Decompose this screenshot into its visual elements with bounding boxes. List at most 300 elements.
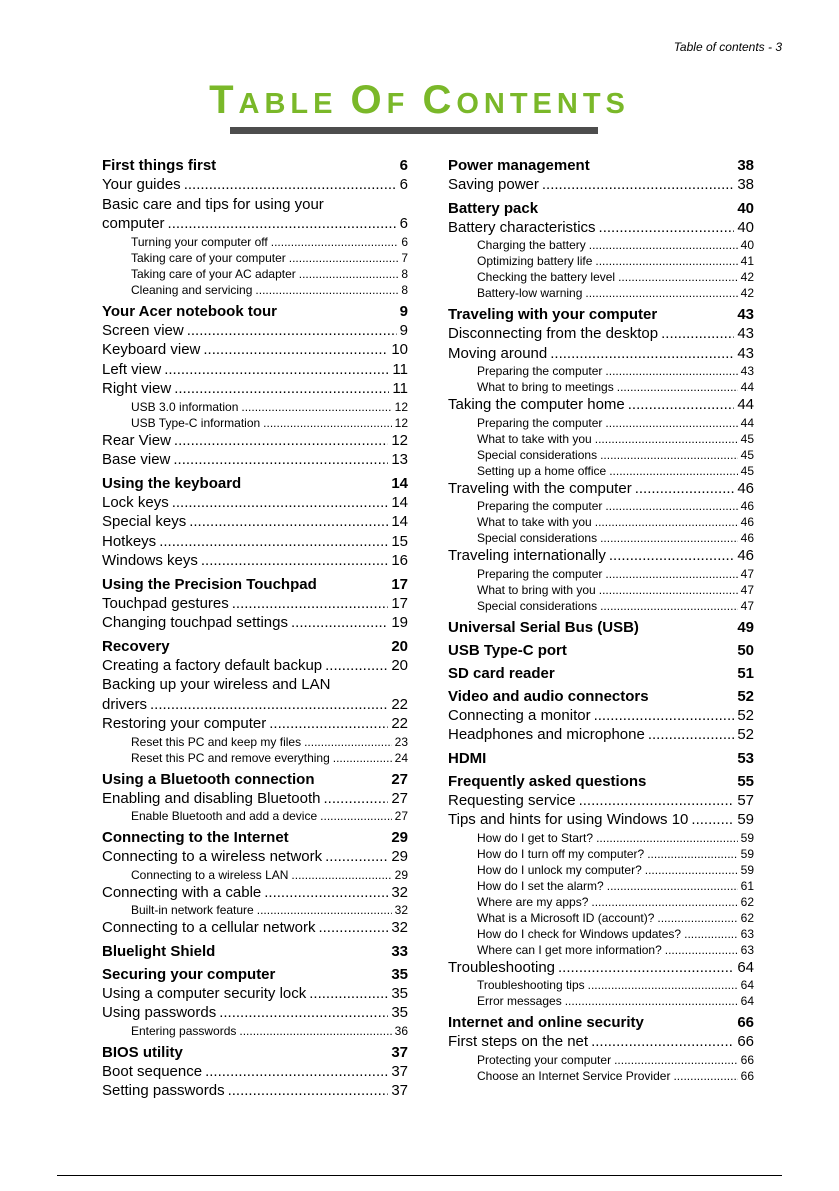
toc-leader-dots	[304, 734, 392, 750]
title-letter: O	[350, 78, 387, 122]
title-underline	[230, 127, 598, 134]
toc-subsection[interactable]	[102, 234, 408, 250]
toc-section[interactable]	[448, 810, 754, 830]
toc-leader-dots	[271, 234, 399, 250]
toc-leader-dots	[159, 532, 388, 552]
toc-leader-dots	[579, 791, 735, 811]
toc-page-number: 32	[391, 919, 408, 936]
toc-section[interactable]	[102, 431, 408, 451]
toc-leader-dots	[324, 789, 389, 809]
toc-section[interactable]	[102, 379, 408, 399]
toc-page-number: 17	[391, 575, 408, 593]
toc-leader-dots	[673, 1068, 737, 1084]
toc-page-number: 46	[737, 479, 754, 497]
toc-entry-title: Preparing the computer	[477, 415, 603, 430]
toc-subsection[interactable]	[448, 977, 754, 993]
toc-leader-dots	[291, 613, 388, 633]
toc-entry-title: Using a computer security lock	[102, 984, 307, 1002]
toc-subsection[interactable]	[448, 269, 754, 285]
toc-chapter[interactable]	[102, 942, 408, 961]
toc-leader-dots	[228, 1081, 389, 1101]
toc-subsection[interactable]	[448, 926, 754, 942]
toc-page-number: 12	[394, 399, 408, 414]
toc-leader-dots	[184, 175, 397, 195]
toc-entry-title: Protecting your computer	[477, 1052, 612, 1067]
toc-entry-title: Taking the computer home	[448, 396, 625, 413]
toc-section[interactable]	[102, 321, 408, 341]
toc-page-number: 16	[391, 552, 408, 569]
toc-subsection[interactable]	[448, 447, 754, 463]
toc-page-number: 36	[394, 1023, 408, 1038]
toc-subsection[interactable]	[448, 285, 754, 301]
toc-page-number: 22	[391, 715, 408, 732]
toc-entry-title: Base view	[102, 451, 171, 468]
toc-leader-dots	[600, 530, 738, 546]
toc-chapter[interactable]	[102, 156, 408, 175]
toc-entry-title: Turning your computer off	[131, 234, 268, 249]
toc-page-number: 35	[391, 984, 408, 1002]
toc-subsection[interactable]	[102, 1023, 408, 1039]
toc-page-number: 64	[737, 958, 754, 976]
toc-entry-title: Headphones and microphone	[448, 726, 645, 743]
toc-entry-title: Power management	[448, 157, 590, 174]
toc-page-number: 27	[394, 809, 408, 823]
toc-page-number: 29	[391, 848, 408, 865]
toc-chapter[interactable]	[102, 1043, 408, 1062]
toc-chapter[interactable]	[448, 199, 754, 218]
toc-section[interactable]	[448, 725, 754, 745]
toc-entry-title: Right view	[102, 380, 172, 397]
toc-subsection[interactable]	[102, 867, 408, 883]
toc-leader-dots	[657, 910, 737, 926]
toc-chapter[interactable]	[102, 637, 408, 656]
toc-entry-title: How do I turn off my computer?	[477, 846, 645, 861]
toc-page-number: 20	[391, 656, 408, 674]
toc-leader-dots	[596, 830, 738, 846]
toc-subsection[interactable]	[102, 282, 408, 298]
toc-subsection[interactable]	[448, 582, 754, 598]
toc-leader-dots	[618, 269, 738, 285]
toc-page-number: 43	[737, 325, 754, 342]
toc-leader-dots	[325, 847, 388, 867]
toc-leader-dots	[205, 1062, 388, 1082]
toc-leader-dots	[647, 846, 737, 862]
toc-entry-title: Bluelight Shield	[102, 942, 216, 960]
toc-section[interactable]	[102, 847, 408, 867]
toc-entry-title: Tips and hints for using Windows 10	[448, 811, 689, 828]
toc-page-number: 43	[740, 364, 754, 378]
toc-entry-title: Internet and online security	[448, 1014, 644, 1031]
toc-leader-dots	[665, 942, 738, 958]
toc-leader-dots	[628, 395, 735, 415]
toc-entry-title: Connecting with a cable	[102, 883, 262, 901]
toc-page-number: 6	[399, 215, 408, 232]
toc-entry-title: First things first	[102, 157, 217, 174]
toc-chapter[interactable]	[448, 749, 754, 768]
toc-section[interactable]	[102, 695, 408, 715]
toc-leader-dots	[589, 237, 738, 253]
toc-entry-title: Entering passwords	[131, 1023, 237, 1038]
toc-section[interactable]	[448, 1032, 754, 1052]
toc-subsection[interactable]	[448, 463, 754, 479]
toc-section[interactable]	[102, 551, 408, 571]
toc-page-number: 19	[391, 614, 408, 631]
toc-section[interactable]	[102, 675, 408, 695]
toc-subsection[interactable]	[448, 514, 754, 530]
toc-entry-title: Enable Bluetooth and add a device	[131, 809, 318, 823]
toc-section[interactable]	[102, 984, 408, 1004]
toc-subsection[interactable]	[448, 1068, 754, 1084]
toc-leader-dots	[257, 902, 392, 918]
toc-page-number: 45	[740, 431, 754, 446]
toc-chapter[interactable]	[448, 772, 754, 791]
toc-leader-dots	[558, 958, 734, 978]
toc-subsection[interactable]	[448, 598, 754, 614]
toc-chapter[interactable]	[102, 302, 408, 321]
toc-leader-dots	[172, 493, 389, 513]
toc-page-number: 61	[740, 878, 754, 893]
toc-entry-title: Special considerations	[477, 531, 598, 545]
toc-page-number: 64	[740, 978, 754, 992]
toc-entry-title: Optimizing battery life	[477, 254, 593, 268]
toc-section[interactable]	[102, 714, 408, 734]
toc-leader-dots	[232, 594, 389, 614]
toc-page-number: 11	[392, 380, 408, 397]
toc-leader-dots	[299, 266, 399, 282]
toc-subsection[interactable]	[102, 734, 408, 750]
toc-subsection[interactable]	[448, 415, 754, 431]
toc-subsection[interactable]	[448, 942, 754, 958]
toc-entry-title: Battery-low warning	[477, 286, 583, 300]
toc-entry-title: Your guides	[102, 176, 181, 193]
toc-leader-dots	[684, 926, 738, 942]
toc-section[interactable]	[102, 195, 408, 215]
toc-section[interactable]	[448, 395, 754, 415]
toc-chapter[interactable]	[102, 770, 408, 789]
toc-entry-title: Securing your computer	[102, 965, 276, 983]
toc-section[interactable]	[102, 789, 408, 809]
toc-page-number: 14	[391, 493, 408, 511]
toc-chapter[interactable]	[102, 965, 408, 984]
toc-section[interactable]	[102, 340, 408, 360]
toc-leader-dots	[219, 1003, 388, 1023]
toc-entry-title: Choose an Internet Service Provider	[477, 1068, 671, 1083]
toc-entry-title: Battery characteristics	[448, 218, 596, 236]
toc-leader-dots	[635, 479, 735, 499]
toc-page-number: 12	[394, 415, 408, 430]
toc-page-number: 17	[391, 594, 408, 612]
toc-entry-title: Reset this PC and remove everything	[131, 750, 330, 765]
toc-page-number: 35	[391, 965, 408, 983]
toc-page-number: 62	[740, 894, 754, 909]
toc-page-number: 66	[740, 1052, 754, 1067]
toc-entry-title: Creating a factory default backup	[102, 656, 323, 674]
toc-entry-title: drivers	[102, 695, 148, 713]
toc-chapter[interactable]	[102, 474, 408, 493]
toc-entry-title: Traveling internationally	[448, 547, 606, 564]
toc-page-number: 37	[391, 1062, 408, 1080]
toc-subsection[interactable]	[448, 431, 754, 447]
toc-page-number: 15	[391, 532, 408, 550]
toc-entry-title: Traveling with your computer	[448, 306, 658, 323]
toc-leader-dots	[168, 214, 397, 234]
toc-page-number: 53	[737, 749, 754, 767]
footer-rule	[57, 1175, 782, 1176]
toc-page-number: 27	[391, 770, 408, 788]
toc-entry-title: Preparing the computer	[477, 499, 603, 513]
toc-page-number: 57	[737, 791, 754, 809]
toc-subsection[interactable]	[448, 253, 754, 269]
toc-leader-dots	[599, 218, 735, 238]
toc-leader-dots	[325, 656, 388, 676]
toc-entry-title: First steps on the net	[448, 1033, 589, 1050]
toc-leader-dots	[617, 379, 738, 395]
toc-page-number: 6	[401, 234, 408, 249]
toc-page-number: 42	[740, 286, 754, 300]
toc-entry-title: Keyboard view	[102, 341, 201, 358]
toc-section[interactable]	[102, 1003, 408, 1023]
toc-section[interactable]	[102, 512, 408, 532]
toc-chapter[interactable]	[448, 618, 754, 637]
toc-subsection[interactable]	[102, 266, 408, 282]
toc-subsection[interactable]	[448, 862, 754, 878]
toc-leader-dots	[595, 514, 738, 530]
toc-entry-title: SD card reader	[448, 664, 555, 682]
toc-subsection[interactable]	[448, 878, 754, 894]
toc-chapter[interactable]	[102, 575, 408, 594]
toc-entry-title: Cleaning and servicing	[131, 282, 253, 297]
toc-entry-title: Where are my apps?	[477, 894, 589, 909]
toc-entry-title: Changing touchpad settings	[102, 614, 288, 631]
toc-page-number: 43	[737, 344, 754, 362]
toc-page-number: 11	[392, 360, 408, 378]
toc-subsection[interactable]	[448, 530, 754, 546]
toc-subsection[interactable]	[448, 1052, 754, 1068]
toc-subsection[interactable]	[448, 993, 754, 1009]
toc-entry-title: computer	[102, 215, 165, 232]
toc-leader-dots	[605, 498, 737, 514]
toc-chapter[interactable]	[448, 156, 754, 175]
toc-leader-dots	[187, 321, 397, 341]
toc-subsection[interactable]	[102, 250, 408, 266]
toc-subsection[interactable]	[448, 379, 754, 395]
toc-page-number: 27	[391, 789, 408, 807]
toc-entry-title: Preparing the computer	[477, 364, 603, 378]
toc-section[interactable]	[448, 791, 754, 811]
toc-page-number: 8	[401, 266, 408, 281]
toc-subsection[interactable]	[448, 566, 754, 582]
toc-entry-title: Requesting service	[448, 791, 576, 809]
toc-subsection[interactable]	[448, 846, 754, 862]
toc-section[interactable]	[102, 613, 408, 633]
toc-entry-title: Connecting a monitor	[448, 706, 591, 724]
title-letter: T	[209, 78, 239, 122]
toc-chapter[interactable]	[448, 305, 754, 324]
toc-entry-title: How do I check for Windows updates?	[477, 926, 682, 941]
toc-entry-title: What to take with you	[477, 431, 592, 446]
toc-page-number: 64	[740, 994, 754, 1008]
toc-leader-dots	[600, 598, 738, 614]
toc-page-number: 23	[394, 734, 408, 749]
toc-entry-title: Left view	[102, 360, 162, 378]
page-title	[0, 78, 839, 123]
toc-entry-title: Restoring your computer	[102, 715, 267, 732]
toc-chapter[interactable]	[448, 687, 754, 706]
toc-page-number: 59	[737, 811, 754, 828]
toc-page-number: 40	[740, 238, 754, 252]
toc-subsection[interactable]	[448, 830, 754, 846]
toc-entry-title: Special considerations	[477, 598, 598, 613]
toc-entry-title: Troubleshooting	[448, 958, 556, 976]
toc-entry-title: Using a Bluetooth connection	[102, 770, 315, 788]
toc-leader-dots	[591, 1032, 734, 1052]
toc-page-number: 63	[740, 942, 754, 957]
toc-section[interactable]	[102, 214, 408, 234]
toc-section[interactable]	[102, 1062, 408, 1082]
toc-leader-dots	[594, 706, 735, 726]
toc-page-number: 52	[737, 706, 754, 724]
toc-leader-dots	[309, 984, 388, 1004]
toc-entry-title: Using the Precision Touchpad	[102, 575, 317, 593]
toc-subsection[interactable]	[102, 808, 408, 824]
toc-entry-title: Using passwords	[102, 1004, 217, 1021]
toc-leader-dots	[164, 360, 389, 380]
toc-entry-title: Frequently asked questions	[448, 772, 647, 790]
toc-page-number: 44	[737, 396, 754, 413]
toc-leader-dots	[150, 695, 388, 715]
toc-section[interactable]	[102, 450, 408, 470]
toc-page-number: 45	[740, 463, 754, 478]
toc-chapter[interactable]	[448, 641, 754, 660]
toc-page-number: 33	[391, 942, 408, 960]
toc-entry-title: How do I unlock my computer?	[477, 862, 642, 877]
toc-page-number: 47	[740, 598, 754, 613]
toc-section[interactable]	[448, 958, 754, 978]
toc-page-number: 32	[391, 883, 408, 901]
toc-entry-title: Built-in network feature	[131, 903, 254, 917]
toc-subsection[interactable]	[448, 894, 754, 910]
toc-page-number: 40	[737, 218, 754, 236]
toc-section[interactable]	[102, 493, 408, 513]
toc-subsection[interactable]	[448, 498, 754, 514]
toc-page-number: 59	[740, 830, 754, 845]
toc-chapter[interactable]	[102, 828, 408, 847]
title-letter: C	[422, 78, 457, 122]
toc-leader-dots	[591, 894, 737, 910]
toc-section[interactable]	[448, 479, 754, 499]
toc-chapter[interactable]	[448, 664, 754, 683]
toc-entry-title: Where can I get more information?	[477, 942, 662, 957]
toc-page-number: 66	[740, 1068, 754, 1083]
toc-page-number: 24	[394, 750, 408, 765]
toc-leader-dots	[609, 463, 737, 479]
toc-page-number: 45	[740, 447, 754, 462]
toc-entry-title: How do I set the alarm?	[477, 878, 604, 893]
page-header: Table of contents - 3	[673, 40, 782, 54]
toc-subsection[interactable]	[102, 415, 408, 431]
toc-section[interactable]	[448, 546, 754, 566]
toc-page-number: 66	[737, 1033, 754, 1050]
toc-page-number: 20	[391, 637, 408, 655]
toc-leader-dots	[542, 175, 734, 195]
toc-leader-dots	[614, 1052, 738, 1068]
toc-section[interactable]	[102, 656, 408, 676]
toc-page-number: 32	[394, 903, 408, 917]
toc-leader-dots	[607, 878, 738, 894]
toc-leader-dots	[264, 883, 388, 903]
toc-entry-title: Backing up your wireless and LAN	[102, 676, 331, 693]
toc-section[interactable]	[102, 883, 408, 903]
toc-page-number: 46	[737, 547, 754, 564]
toc-page-number: 40	[737, 199, 754, 217]
toc-entry-title: Basic care and tips for using your	[102, 195, 324, 213]
toc-entry-title: Preparing the computer	[477, 566, 603, 581]
toc-subsection[interactable]	[102, 902, 408, 918]
toc-entry-title: Error messages	[477, 994, 562, 1008]
toc-page-number: 55	[737, 772, 754, 790]
title-part: F	[386, 88, 423, 120]
toc-leader-dots	[605, 566, 737, 582]
toc-leader-dots	[318, 918, 388, 938]
toc-entry-title: Checking the battery level	[477, 270, 616, 284]
toc-entry-title: What to take with you	[477, 515, 592, 529]
toc-section[interactable]	[448, 706, 754, 726]
toc-entry-title: Traveling with the computer	[448, 479, 632, 497]
toc-section[interactable]	[102, 918, 408, 938]
toc-section[interactable]	[102, 360, 408, 380]
toc-page-number: 51	[737, 664, 754, 682]
toc-entry-title: USB 3.0 information	[131, 399, 239, 414]
toc-section[interactable]	[102, 1081, 408, 1101]
toc-page-number: 8	[401, 282, 408, 297]
toc-page-number: 44	[740, 415, 754, 430]
toc-page-number: 50	[737, 641, 754, 659]
toc-entry-title: Enabling and disabling Bluetooth	[102, 789, 321, 807]
toc-entry-title: What to bring with you	[477, 582, 596, 597]
toc-page-number: 66	[737, 1014, 754, 1031]
toc-subsection[interactable]	[102, 399, 408, 415]
toc-entry-title: What is a Microsoft ID (account)?	[477, 910, 655, 925]
toc-entry-title: Boot sequence	[102, 1062, 203, 1080]
toc-leader-dots	[174, 379, 389, 399]
toc-entry-title: Hotkeys	[102, 532, 157, 550]
toc-section[interactable]	[448, 344, 754, 364]
toc-leader-dots	[599, 582, 738, 598]
toc-section[interactable]	[448, 218, 754, 238]
toc-section[interactable]	[102, 594, 408, 614]
toc-page-number: 59	[740, 846, 754, 861]
toc-section[interactable]	[102, 532, 408, 552]
toc-page-number: 9	[399, 321, 408, 339]
toc-section[interactable]	[102, 175, 408, 195]
toc-section[interactable]	[448, 175, 754, 195]
title-part: ABLE	[238, 88, 351, 120]
toc-entry-title: Rear View	[102, 431, 171, 449]
toc-page-number: 35	[391, 1004, 408, 1021]
toc-subsection[interactable]	[102, 750, 408, 766]
toc-subsection[interactable]	[448, 910, 754, 926]
toc-page-number: 14	[391, 513, 408, 530]
toc-chapter[interactable]	[448, 1013, 754, 1032]
toc-leader-dots	[289, 250, 399, 266]
toc-entry-title: Using the keyboard	[102, 474, 242, 492]
toc-section[interactable]	[448, 324, 754, 344]
toc-leader-dots	[255, 282, 398, 298]
toc-subsection[interactable]	[448, 237, 754, 253]
toc-page-number: 41	[740, 254, 754, 268]
toc-subsection[interactable]	[448, 363, 754, 379]
toc-leader-dots	[609, 546, 734, 566]
